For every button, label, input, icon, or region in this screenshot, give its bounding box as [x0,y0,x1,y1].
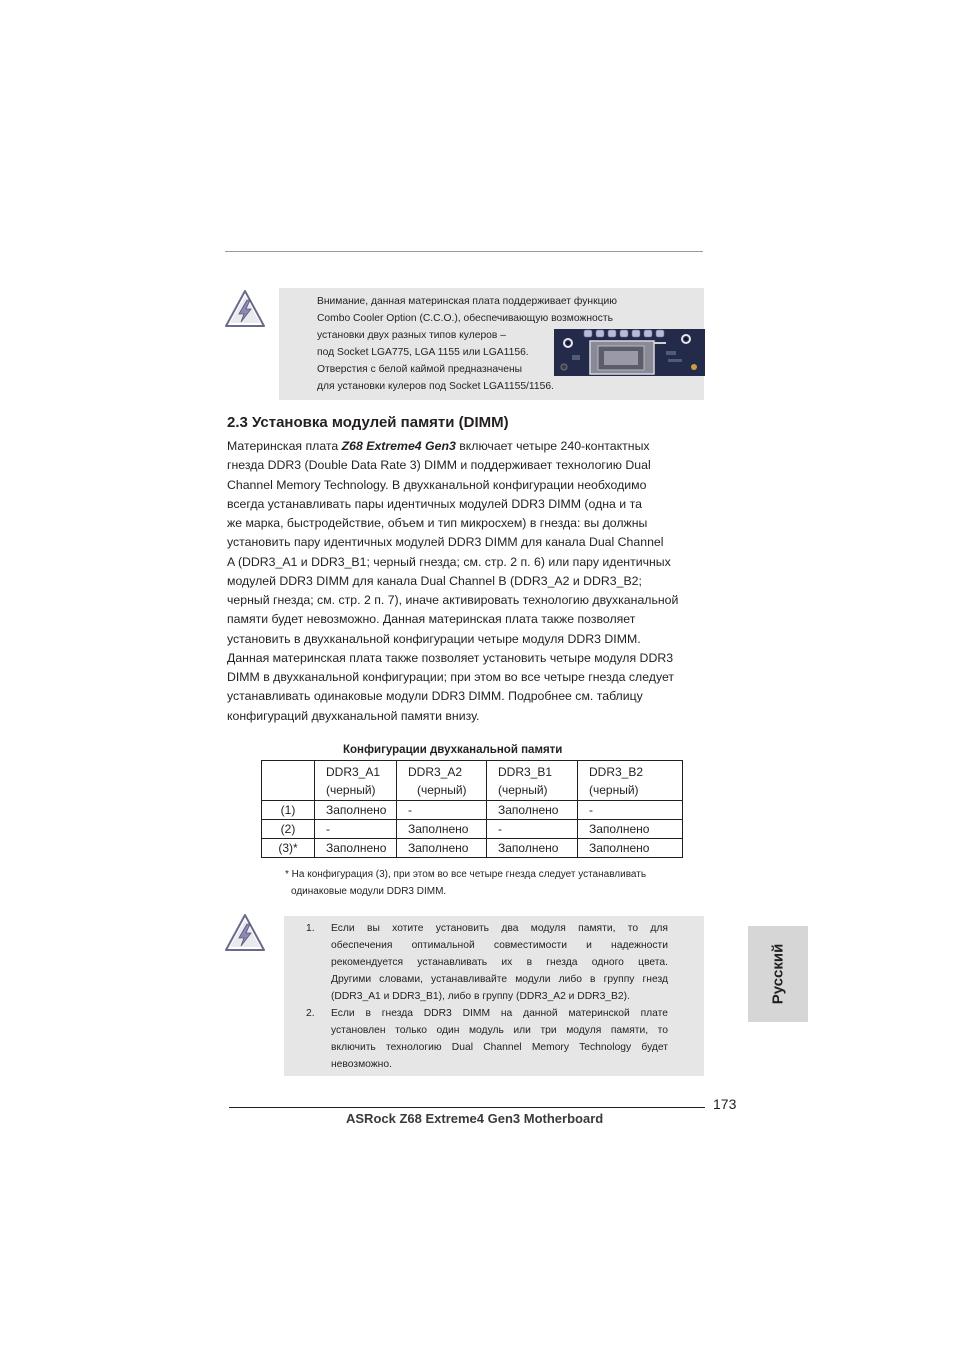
table-cell: Заполнено [487,839,578,858]
dual-channel-table [261,760,683,858]
table-cell: Заполнено [315,839,397,858]
body-line: A (DDR3_A1 и DDR3_B1; черный гнезда; см. стр. 2 п. 6) или пару идентичных [227,554,671,569]
body-line: установить в двухканальной конфигурации четыре модуля DDR3 DIMM. [227,631,641,646]
body-line: памяти будет невозможно. Данная материнская плата также позволяет [227,612,636,627]
table-cell: Заполнено [397,839,487,858]
table-header-cell: DDR3_A2 [397,761,487,782]
footer-rule [229,1107,705,1108]
table-cell: - [315,820,397,839]
list-item-line: невозможно. [331,1059,392,1070]
list-item-number: 2. [306,1008,315,1019]
table-corner-cell [262,761,315,801]
list-item-number: 1. [306,923,315,934]
intro-prefix: Материнская плата [227,439,342,453]
table-title: Конфигурации двухканальной памяти [343,744,563,756]
table-cell: Заполнено [487,801,578,820]
body-line [227,437,707,456]
footer-title: ASRock Z68 Extreme4 Gen3 Motherboard [346,1111,604,1126]
model-name: Z68 Extreme4 Gen3 [341,439,456,453]
language-tab-label: Русский [769,943,787,1005]
body-line: Данная материнская плата также позволяет установить четыре модуля DDR3 [227,650,674,665]
footnote-line: * На конфигурация (3), при этом во все четыре гнезда следует устанавливать [285,869,647,880]
table-header-row [262,761,683,782]
list-item-line: включить технологию Dual Channel Memory Technology будет [331,1042,668,1053]
body-line: Channel Memory Technology. В двухканальной конфигурации необходимо [227,477,647,492]
note-line: установки двух разных типов кулеров – [317,330,506,341]
note-line: для установки кулеров под Socket LGA1155/1156. [317,381,554,392]
table-cell: - [397,801,487,820]
cco-note-text [317,293,617,395]
note-line: под Socket LGA775, LGA 1155 или LGA1156. [317,347,529,358]
cco-note [279,288,704,400]
body-line: конфигураций двухканальной памяти внизу. [227,708,480,723]
table-row [262,801,683,820]
table-header-cell: DDR3_B2 [578,761,683,782]
row-label: (1) [262,801,315,820]
row-label: (2) [262,820,315,839]
list-item-line: Если в гнезда DDR3 DIMM на данной материнской плате [331,1008,668,1019]
body-line: устанавливать одинаковые модули DDR3 DIMM. Подробнее см. таблицу [227,689,643,704]
memory-note [284,916,704,1076]
warning-icon [224,289,266,329]
intro-suffix: включает четыре 240-контактных [455,439,650,453]
list-item-line: Другими словами, устанавливайте модули либо в группу гнезд [331,974,668,985]
body-line: DIMM в двухканальной конфигурации; при этом во все четыре гнезда следует [227,670,675,684]
body-line: же марка, быстродействие, объем и тип микросхем) в гнезда: вы должны [227,516,648,530]
table-subheader-cell: (черный) [578,781,683,801]
footnote-line: одинаковые модули DDR3 DIMM. [291,886,447,897]
list-item-line: обеспечения оптимальной совместимости и надежности [331,940,668,951]
table-cell: - [578,801,683,820]
table-cell: Заполнено [397,820,487,839]
body-line: черный гнезда; см. стр. 2 п. 7), иначе активировать технологию двухканальной [227,593,679,607]
body-line: гнезда DDR3 (Double Data Rate 3) DIMM и поддерживает технологию Dual [227,458,651,473]
body-line: установить пару идентичных модулей DDR3 DIMM для канала Dual Channel [227,535,664,550]
table-header-cell: DDR3_A1 [315,761,397,782]
table-cell: - [487,820,578,839]
warning-icon [224,913,266,953]
list-item [306,920,668,1005]
list-item-line: Если вы хотите установить два модуля памяти, то для [331,923,668,934]
note-line: Внимание, данная материнская плата поддерживает функцию [317,296,617,307]
body-line: модулей DDR3 DIMM для канала Dual Channel B (DDR3_A2 и DDR3_B2; [227,573,642,588]
table-row [262,839,683,858]
top-rule [225,251,703,252]
table-subheader-cell: (черный) [487,781,578,801]
table-cell: Заполнено [578,839,683,858]
note-line: Отверстия с белой каймой предназначены [317,364,523,375]
note-line: Combo Cooler Option (C.C.O.), обеспечивающую возможность [317,313,613,324]
table-cell: Заполнено [578,820,683,839]
list-item-line: установлен только один модуль или три модуля памяти, то [331,1025,668,1036]
table-subheader-row [262,781,683,801]
row-label: (3)* [262,839,315,858]
table-cell: Заполнено [315,801,397,820]
table-header-cell: DDR3_B1 [487,761,578,782]
body-line: всегда устанавливать пары идентичных модулей DDR3 DIMM (одна и та [227,496,642,511]
memory-note-list [306,920,668,1073]
table-subheader-cell: (черный) [397,781,487,801]
cpu-socket-photo [554,329,705,376]
table-footnote [285,866,705,900]
language-tab [748,926,808,1022]
list-item [306,1005,668,1073]
section-body [227,437,707,726]
section-heading: 2.3 Установка модулей памяти (DIMM) [227,414,509,431]
page-number: 173 [713,1096,737,1112]
table-subheader-cell: (черный) [315,781,397,801]
table-row [262,820,683,839]
list-item-line: (DDR3_A1 и DDR3_B1), либо в группу (DDR3_A2 и DDR3_B2). [331,991,630,1002]
list-item-line: рекомендуется устанавливать их в гнезда одного цвета. [331,957,668,968]
